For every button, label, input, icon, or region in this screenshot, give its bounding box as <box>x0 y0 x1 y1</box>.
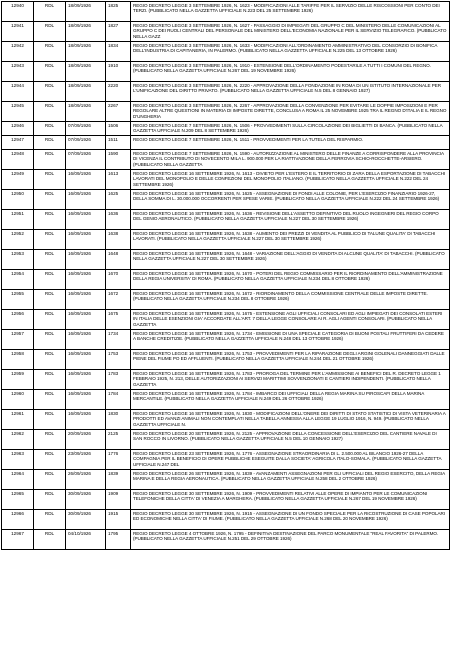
decree-type-cell: RDL <box>34 22 66 42</box>
decree-date-cell: 16/09/1926 <box>66 330 106 350</box>
decree-description-cell: REGIO DECRETO LEGGE 7 SETTEMBRE 1926, N. 1506 - PROVVEDIMENTI SULLA CIRCOLAZIONE DEI BIGLIETTI DI BANCA. (PUBBLICATO NELLA GAZZETTA UFFICIALE N.209 DEL 8 SETTEMBRE 1926) <box>131 122 450 136</box>
decree-description-cell: REGIO DECRETO LEGGE 16 SETTEMBRE 1926, N. 1613 - DIVIETO PER L'ESTERO E IL TERRITORIO DI ZARA DELLA ESPORTAZIONE DI TABACCHI LAVORATI DEL MONOPOLIO E DELLE CONFEZIONI DEL MONOPOLIO ITALIANO. (PUBBLICATO NELLA GAZZETTA UFFICIALE N.222 DEL 24 SETTEMBRE 1926) <box>131 170 450 190</box>
decree-number-cell: 12957 <box>2 330 34 350</box>
table-row <box>2 430 450 450</box>
decree-number-cell: 12954 <box>2 270 34 290</box>
table-row <box>2 290 450 310</box>
decree-number-cell: 12959 <box>2 370 34 390</box>
decree-code-cell: 1795 <box>106 530 131 550</box>
decree-date-cell: 18/09/1926 <box>66 2 106 22</box>
decree-code-cell: 2125 <box>106 430 131 450</box>
decree-code-cell: 1636 <box>106 210 131 230</box>
decree-description-cell: REGIO DECRETO LEGGE 16 SETTEMBRE 1926, N. 1670 - POTERI DEL REGIO COMMISSARIO PER IL RIORDINAMENTO DELL'AMMINISTRAZIONE DELLA REGIA UNIVERSITA' DI ROMA. (PUBBLICATO NELLA GAZZETTA UFFICIALE N.234 DEL 8 OTTOBRE 1926) <box>131 270 450 290</box>
decree-number-cell: 12964 <box>2 470 34 490</box>
decree-number-cell: 12955 <box>2 290 34 310</box>
decree-register-body <box>2 2 450 550</box>
decree-type-cell: RDL <box>34 2 66 22</box>
decree-code-cell: 1753 <box>106 350 131 370</box>
decree-code-cell: 1734 <box>106 330 131 350</box>
decree-type-cell: RDL <box>34 310 66 330</box>
decree-date-cell: 16/09/1926 <box>66 390 106 410</box>
decree-code-cell: 1670 <box>106 270 131 290</box>
decree-type-cell: RDL <box>34 510 66 530</box>
decree-date-cell: 16/09/1926 <box>66 290 106 310</box>
decree-type-cell: RDL <box>34 290 66 310</box>
decree-number-cell: 12967 <box>2 530 34 550</box>
decree-description-cell: REGIO DECRETO LEGGE 16 SETTEMBRE 1926, N. 1734 - EMISSIONE DI UNA SPECIALE CATEGORIA DI BUONI POSTALI FRUTTIFERI DA CEDERE A BANCHE CREDITIZIE. (PUBBLICATO NELLA GAZZETTA UFFICIALE N.248 DEL 13 OTTOBRE 1926) <box>131 330 450 350</box>
decree-number-cell: 12958 <box>2 350 34 370</box>
decree-number-cell: 12947 <box>2 136 34 150</box>
table-row <box>2 190 450 210</box>
decree-number-cell: 12943 <box>2 62 34 82</box>
decree-description-cell: REGIO DECRETO LEGGE 16 SETTEMBRE 1926, N. 1783 - PROROGA DEL TERMINE PER L'AMMISSIONE AI BENEFICI DEL R. DECRETO LEGGE 1 FEBBRAIO 1925, N. 213, DELLE AUTORIZZAZIONI AI SERVIZI MARITTIMI SOVVENZIONATI E CANTIERI INDIPENDENTI. (PUBBLICATO NELLA GAZZETTA <box>131 370 450 390</box>
table-row <box>2 2 450 22</box>
decree-code-cell: 1675 <box>106 310 131 330</box>
decree-code-cell: 1506 <box>106 122 131 136</box>
table-row <box>2 22 450 42</box>
decree-code-cell: 1672 <box>106 290 131 310</box>
table-row <box>2 510 450 530</box>
decree-number-cell: 12960 <box>2 390 34 410</box>
decree-description-cell: REGIO DECRETO LEGGE 23 SETTEMBRE 1926, N. 1776 - ASSEGNAZIONE STRAORDINARIA DI L. 2.500.000 AL BILANCIO 1926-27 DELLA COMPAGNIA PER IL BENEFICIO DI OPERE PUBBLICHE ESEGUITE DALLA SOCIETA' AGRICOLA ITALO-SOMALA. (PUBBLICATO NELLA GAZZETTA UFFICIALE N.247 DEL <box>131 450 450 470</box>
decree-type-cell: RDL <box>34 330 66 350</box>
decree-code-cell: 1638 <box>106 230 131 250</box>
decree-code-cell: 1776 <box>106 450 131 470</box>
decree-type-cell: RDL <box>34 350 66 370</box>
decree-number-cell: 12951 <box>2 210 34 230</box>
decree-type-cell: RDL <box>34 410 66 430</box>
decree-number-cell: 12953 <box>2 250 34 270</box>
table-row <box>2 42 450 62</box>
decree-date-cell: 16/09/1926 <box>66 270 106 290</box>
decree-date-cell: 26/09/1926 <box>66 470 106 490</box>
decree-description-cell: REGIO DECRETO LEGGE 3 SETTEMBRE 1926, N. 1633 - MODIFICAZIONI ALL'ORDINAMENTO AMMINISTRATIVO DEL CONSORZIO DI BONIFICA DELL'INDUSTRIA DI CAPITANERIA, IN PALERMO. (PUBBLICATO NELLA GAZZETTA UFFICIALE N.225 DEL 13 OTTOBRE 1926) <box>131 42 450 62</box>
decree-date-cell: 18/09/1926 <box>66 82 106 102</box>
decree-date-cell: 16/09/1926 <box>66 190 106 210</box>
decree-description-cell: REGIO DECRETO LEGGE 26 SETTEMBRE 1926, N. 1839 - AVANZAMENTI ASSEGNAZIONI PER GLI UFFICIALI DEL REGIO ESERCITO, DELLA REGIA MARINA E DELLA REGIA AERONAUTICA. (PUBBLICATO NELLA GAZZETTA UFFICIALE N.258 DEL 2 OTTOBRE 1926) <box>131 470 450 490</box>
decree-code-cell: 1839 <box>106 470 131 490</box>
decree-number-cell: 12956 <box>2 310 34 330</box>
decree-description-cell: REGIO DECRETO LEGGE 3 SETTEMBRE 1926, N. 2220 - APPROVAZIONE DELLA FONDAZIONE IN ROMA DI UN ISTITUTO INTERNAZIONALE PER L'UNIFICAZIONE DEL DIRITTO PRIVATO. (PUBBLICATO NELLA GAZZETTA UFFICIALE N.5 DEL 8 GENNAIO 1927) <box>131 82 450 102</box>
decree-type-cell: RDL <box>34 270 66 290</box>
decree-date-cell: 16/09/1926 <box>66 170 106 190</box>
decree-type-cell: RDL <box>34 170 66 190</box>
decree-register-table <box>1 1 450 550</box>
decree-code-cell: 2267 <box>106 102 131 122</box>
decree-type-cell: RDL <box>34 62 66 82</box>
decree-date-cell: 18/09/1926 <box>66 62 106 82</box>
decree-date-cell: 16/09/1926 <box>66 230 106 250</box>
decree-description-cell: REGIO DECRETO LEGGE 3 SETTEMBRE 1926, N. 1627 - PASSAGGIO DI IMPIEGATI DEL GRUPPO C DEL MINISTERO DELLE COMUNICAZIONI AL GRUPPO C DEI RUOLI CENTRALI DEL PERSONALE DEL MINISTERO DELL'ECONOMIA NAZIONALE PER IL SERVIZIO TELEGRAFICO. (PUBBLICATO NELLA GAZZ <box>131 22 450 42</box>
table-row <box>2 102 450 122</box>
decree-type-cell: RDL <box>34 210 66 230</box>
decree-date-cell: 30/09/1926 <box>66 490 106 510</box>
decree-description-cell: REGIO DECRETO LEGGE 3 SETTEMBRE 1926, N. 1623 - MODIFICAZIONI ALLE TARIFFE PER IL SERVIZIO DELLE RISCOSSIONI PER CONTO DEI TERZI. (PUBBLICATO NELLA GAZZETTA UFFICIALE N.223 DEL 25 SETTEMBRE 1926) <box>131 2 450 22</box>
decree-number-cell: 12949 <box>2 170 34 190</box>
decree-code-cell: 1827 <box>106 22 131 42</box>
decree-description-cell: REGIO DECRETO LEGGE 16 SETTEMBRE 1926, N. 1636 - REVISIONE DELL'ASSETTO DEFINITIVO DEL RUOLO INGEGNERI DEL REGIO CORPO DEL GENIO AERONAUTICO. (PUBBLICATO NELLA GAZZETTA UFFICIALE N.227 DEL 30 SETTEMBRE 1926) <box>131 210 450 230</box>
decree-description-cell: REGIO DECRETO LEGGE 16 SETTEMBRE 1926, N. 1672 - RIORDINAMENTO DELLA COMMISSIONE CENTRALE DELLE IMPOSTE DIRETTE. (PUBBLICATO NELLA GAZZETTA UFFICIALE N.234 DEL 8 OTTOBRE 1926) <box>131 290 450 310</box>
decree-description-cell: REGIO DECRETO LEGGE 7 SETTEMBRE 1926, N. 1590 - AUTORIZZAZIONE AL MINISTERO DELLE FINANZE A CORRISPONDERE ALLA PROVINCIA DI VICENZA IL CONTRIBUTO DI NOVECENTO MILA L. 900.000 PER LA RIATTIVAZIONE DELLA FERROVIA SCHIO-ROCCHETTE-ARSIERO. (PUBBLICATO NELLA GAZZETTA <box>131 150 450 170</box>
decree-date-cell: 23/09/1926 <box>66 450 106 470</box>
table-row <box>2 230 450 250</box>
decree-type-cell: RDL <box>34 450 66 470</box>
decree-type-cell: RDL <box>34 42 66 62</box>
decree-number-cell: 12962 <box>2 430 34 450</box>
decree-description-cell: REGIO DECRETO LEGGE 3 SETTEMBRE 1926, N. 1910 - ESTENSIONE DELL'ORDINAMENTO PODESTARILE A TUTTI I COMUNI DEL REGNO. (PUBBLICATO NELLA GAZZETTA UFFICIALE N.267 DEL 19 NOVEMBRE 1926) <box>131 62 450 82</box>
decree-description-cell: REGIO DECRETO LEGGE 30 SETTEMBRE 1926, N. 1909 - PROVVEDIMENTI RELATIVI ALLE OPERE DI IMPIANTO PER LE COMUNICAZIONI TELEFONICHE DELLA CITTA' DI VENEZIA A MARGHERA. (PUBBLICATO NELLA GAZZETTA UFFICIALE N.267 DEL 19 NOVEMBRE 1926) <box>131 490 450 510</box>
decree-type-cell: RDL <box>34 530 66 550</box>
decree-type-cell: RDL <box>34 136 66 150</box>
decree-code-cell: 1784 <box>106 390 131 410</box>
decree-code-cell: 1783 <box>106 370 131 390</box>
table-row <box>2 330 450 350</box>
table-row <box>2 122 450 136</box>
table-row <box>2 210 450 230</box>
table-row <box>2 410 450 430</box>
decree-type-cell: RDL <box>34 190 66 210</box>
decree-number-cell: 12942 <box>2 42 34 62</box>
decree-type-cell: RDL <box>34 102 66 122</box>
table-row <box>2 470 450 490</box>
decree-type-cell: RDL <box>34 250 66 270</box>
decree-date-cell: 07/09/1926 <box>66 122 106 136</box>
decree-number-cell: 12945 <box>2 102 34 122</box>
decree-type-cell: RDL <box>34 430 66 450</box>
decree-code-cell: 1625 <box>106 190 131 210</box>
decree-code-cell: 1511 <box>106 136 131 150</box>
decree-code-cell: 1915 <box>106 510 131 530</box>
decree-date-cell: 16/09/1926 <box>66 250 106 270</box>
table-row <box>2 150 450 170</box>
decree-description-cell: REGIO DECRETO LEGGE 20 SETTEMBRE 1926, N. 2125 - APPROVAZIONE DELLA CONCESSIONE DELL'ESERCIZIO DEL CANTIERE NAVALE DI SAN ROCCO IN LIVORNO. (PUBBLICATO NELLA GAZZETTA UFFICIALE N.5 DEL 10 GENNAIO 1927) <box>131 430 450 450</box>
decree-code-cell: 1648 <box>106 250 131 270</box>
table-row <box>2 250 450 270</box>
decree-code-cell: 1910 <box>106 62 131 82</box>
decree-type-cell: RDL <box>34 470 66 490</box>
decree-date-cell: 18/09/1926 <box>66 42 106 62</box>
decree-code-cell: 2220 <box>106 82 131 102</box>
decree-description-cell: REGIO DECRETO LEGGE 16 SETTEMBRE 1926, N. 1648 - VARIAZIONE DELL'AGGIO DI VENDITA DI ALCUNE QUALITA' DI TABACCHI. (PUBBLICATO NELLA GAZZETTA UFFICIALE N.227 DEL 30 SETTEMBRE 1926) <box>131 250 450 270</box>
decree-description-cell: REGIO DECRETO LEGGE 16 SETTEMBRE 1926, N. 1830 - MODIFICAZIONI DELL'ONERE DEI DIRITTI DI STATO STATISTICI DI VISTA VETERINARIA A PRODOTTI ED AVANZI ANIMALI NON CONTEMPLATI NELLA TABELLA ANNESSA ALLA LEGGE 19 LUGLIO 1916, N. 949. (PUBBLICATO NELLA GAZZETTA UFFICIALE N. <box>131 410 450 430</box>
decree-number-cell: 12940 <box>2 2 34 22</box>
decree-date-cell: 16/09/1926 <box>66 310 106 330</box>
decree-description-cell: REGIO DECRETO LEGGE 7 SETTEMBRE 1926, N. 1511 - PROVVEDIMENTI PER LA TUTELA DEL RISPARMIO. <box>131 136 450 150</box>
table-row <box>2 310 450 330</box>
decree-number-cell: 12946 <box>2 122 34 136</box>
decree-date-cell: 16/09/1926 <box>66 410 106 430</box>
decree-description-cell: REGIO DECRETO LEGGE 30 SETTEMBRE 1926, N. 1915 - ASSEGNAZIONE DI UN FONDO SPECIALE PER LA RICOSTRUZIONE DI CASE POPOLARI ED ECONOMICHE NELLA CITTA' DI FIUME. (PUBBLICATO NELLA GAZZETTA UFFICIALE N.268 DEL 20 NOVEMBRE 1926) <box>131 510 450 530</box>
decree-type-cell: RDL <box>34 150 66 170</box>
decree-description-cell: REGIO DECRETO LEGGE 16 SETTEMBRE 1926, N. 1753 - PROVVEDIMENTI PER LA RIPARAZIONE DEGLI ARGINI GOLENALI DANNEGGIATI DALLE PIENE DEL FIUME PO ED AFFLUENTI. (PUBBLICATO NELLA GAZZETTA UFFICIALE N.244 DEL 21 OTTOBRE 1926) <box>131 350 450 370</box>
decree-date-cell: 07/09/1926 <box>66 136 106 150</box>
decree-date-cell: 04/10/1926 <box>66 530 106 550</box>
table-row <box>2 270 450 290</box>
decree-code-cell: 1830 <box>106 410 131 430</box>
decree-code-cell: 1825 <box>106 2 131 22</box>
decree-type-cell: RDL <box>34 370 66 390</box>
decree-description-cell: REGIO DECRETO LEGGE 4 OTTOBRE 1926, N. 1795 - DEFINITIVA DESTINAZIONE DEL PARCO MONUMENTALE "REAL FAVORITA" DI PALERMO. (PUBBLICATO NELLA GAZZETTA UFFICIALE N.251 DEL 29 OTTOBRE 1926) <box>131 530 450 550</box>
decree-date-cell: 30/09/1926 <box>66 510 106 530</box>
table-row <box>2 82 450 102</box>
table-row <box>2 450 450 470</box>
table-row <box>2 370 450 390</box>
decree-type-cell: RDL <box>34 82 66 102</box>
decree-date-cell: 16/09/1926 <box>66 210 106 230</box>
table-row <box>2 170 450 190</box>
decree-date-cell: 20/09/1926 <box>66 430 106 450</box>
decree-number-cell: 12952 <box>2 230 34 250</box>
table-row <box>2 62 450 82</box>
decree-number-cell: 12950 <box>2 190 34 210</box>
decree-code-cell: 1909 <box>106 490 131 510</box>
table-row <box>2 530 450 550</box>
decree-date-cell: 16/09/1926 <box>66 370 106 390</box>
decree-description-cell: REGIO DECRETO LEGGE 16 SETTEMBRE 1926, N. 1638 - AUMENTO DEI PREZZI DI VENDITA AL PUBBLICO DI TALUNE QUALITA' DI TABACCHI LAVORATI. (PUBBLICATO NELLA GAZZETTA UFFICIALE N.227 DEL 30 SETTEMBRE 1926) <box>131 230 450 250</box>
decree-description-cell: REGIO DECRETO LEGGE 16 SETTEMBRE 1926, N. 1784 - IMBARCO DEI UFFICIALI DELLA REGIA MARINA SU PIROSCAFI DELLA MARINA MERCANTILE. (PUBBLICATO NELLA GAZZETTA UFFICIALE N.249 DEL 26 OTTOBRE 1926) <box>131 390 450 410</box>
decree-number-cell: 12941 <box>2 22 34 42</box>
table-row <box>2 350 450 370</box>
decree-date-cell: 18/09/1926 <box>66 102 106 122</box>
decree-type-cell: RDL <box>34 230 66 250</box>
decree-code-cell: 1613 <box>106 170 131 190</box>
decree-type-cell: RDL <box>34 390 66 410</box>
table-row <box>2 490 450 510</box>
decree-number-cell: 12965 <box>2 490 34 510</box>
decree-number-cell: 12961 <box>2 410 34 430</box>
decree-description-cell: REGIO DECRETO LEGGE 16 SETTEMBRE 1926, N. 1675 - ESTENSIONE AGLI UFFICIALI CONSOLARI ED AGLI IMPIEGATI DEI CONSOLATI ESTERI IN ITALIA DELLE ESENZIONI GIA' ACCORDATE ALL'ART. 7 DELLA LEGGE CONSOLARE AI R. AGLI AGENTI CONSOLARI. (PUBBLICATO NELLA GAZZETTA <box>131 310 450 330</box>
decree-number-cell: 12948 <box>2 150 34 170</box>
decree-number-cell: 12963 <box>2 450 34 470</box>
decree-date-cell: 18/09/1926 <box>66 22 106 42</box>
decree-description-cell: REGIO DECRETO LEGGE 3 SETTEMBRE 1926, N. 2267 - APPROVAZIONE DELLA CONVENZIONE PER EVITARE LE DOPPIE IMPOSIZIONI E PER REGOLARE ALTRE QUESTIONI IN MATERIA DI IMPOSTE DIRETTE, CONCLUSA A ROMA IL 25 NOVEMBRE 1925 TRA IL REGNO D'ITALIA E IL REGNO D'UNGHERIA <box>131 102 450 122</box>
decree-date-cell: 16/09/1926 <box>66 350 106 370</box>
decree-number-cell: 12966 <box>2 510 34 530</box>
decree-code-cell: 1834 <box>106 42 131 62</box>
decree-date-cell: 07/09/1926 <box>66 150 106 170</box>
decree-type-cell: RDL <box>34 490 66 510</box>
decree-number-cell: 12944 <box>2 82 34 102</box>
decree-type-cell: RDL <box>34 122 66 136</box>
table-row <box>2 136 450 150</box>
decree-code-cell: 1590 <box>106 150 131 170</box>
decree-description-cell: REGIO DECRETO LEGGE 16 SETTEMBRE 1926, N. 1625 - ASSEGNAZIONE DI FONDI ALLE COLONIE, PER L'ESERCIZIO FINANZIARIO 1926-27, DELLA SOMMA DI L. 30.000.000 OCCORRENTI PER SPESE VARIE. (PUBBLICATO NELLA GAZZETTA UFFICIALE N.222 DEL 24 SETTEMBRE 1926) <box>131 190 450 210</box>
table-row <box>2 390 450 410</box>
